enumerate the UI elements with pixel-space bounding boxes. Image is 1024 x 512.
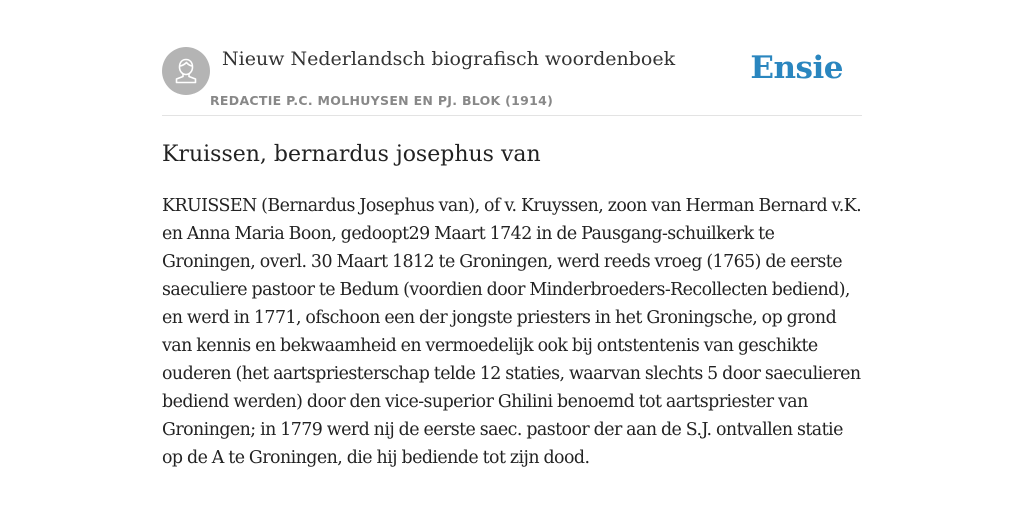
ensie-logo[interactable]: Ensie — [750, 50, 843, 86]
book-editor-line: REDACTIE P.C. MOLHUYSEN EN PJ. BLOK (1914) — [210, 93, 554, 108]
entry-title: Kruissen, bernardus josephus van — [162, 142, 541, 167]
avatar[interactable] — [162, 47, 210, 95]
entry-body: KRUISSEN (Bernardus Josephus van), of v. Kruyssen, zoon van Herman Bernard v.K. en Anna Maria Boon, gedoopt29 Maart 1742 in de Pausgang-schuilkerk te Groningen, overl. 30 Maart 1812 te Groningen, werd reeds vroeg (1765) de eerste saeculiere pastoor te Bedum (voordien door Minderbroeders-Recollecten bediend), en werd in 1771, ofschoon een der jongste priesters in het Groningsche, op grond van kennis en bekwaamheid en vermoedelijk ook bij ontstentenis van geschikte ouderen (het aartspriesterschap telde 12 staties, waarvan slechts 5 door saeculieren bediend werden) door den vice-superior Ghilini benoemd tot aartspriester van Groningen; in 1779 werd nij de eerste saec. pastoor der aan de S.J. ontvallen statie op de A te Groningen, die hij bediende tot zijn dood. — [162, 196, 862, 468]
source-header — [162, 44, 862, 116]
book-title-link[interactable]: Nieuw Nederlandsch biografisch woordenboek — [222, 48, 676, 70]
user-icon — [162, 47, 210, 95]
